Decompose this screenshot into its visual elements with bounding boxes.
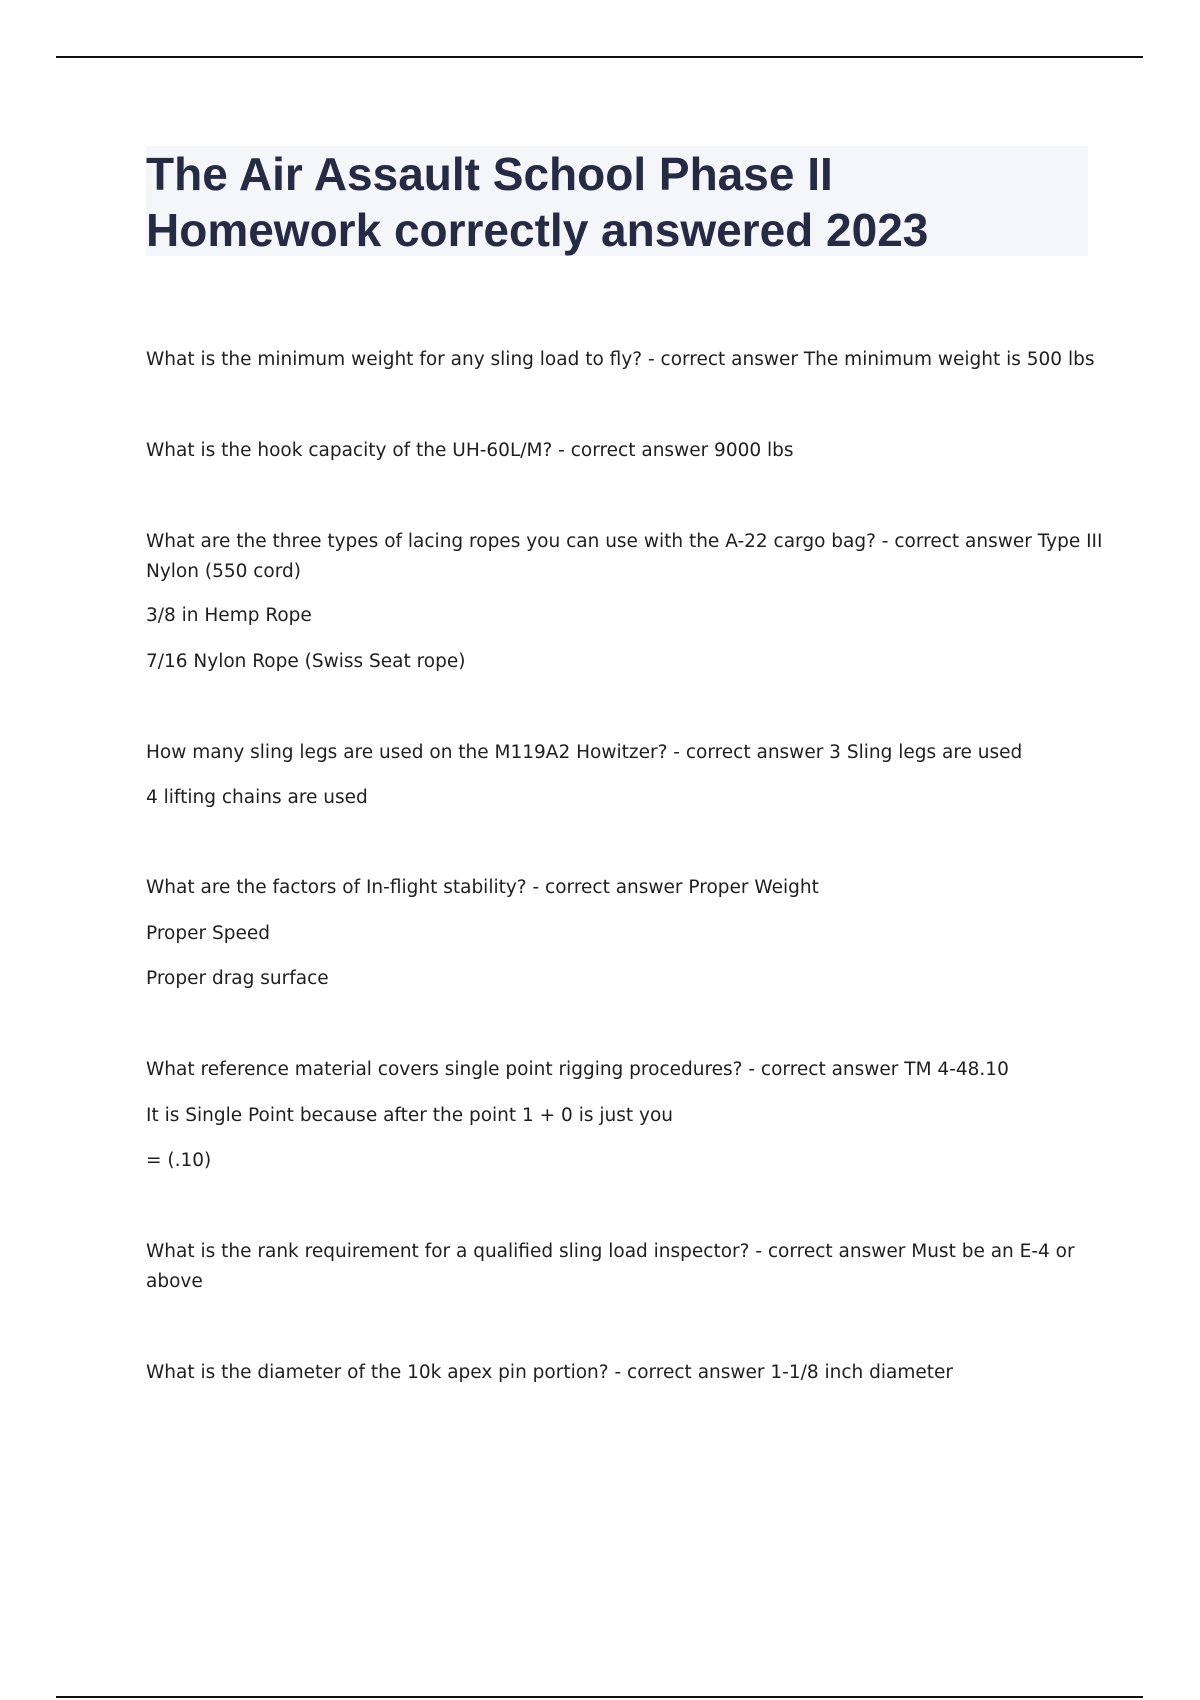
qa-4-question: How many sling legs are used on the M119A2 Howitzer? - correct answer 3 Sling legs are used (146, 742, 1023, 763)
top-rule (56, 56, 1143, 58)
title-line-2: Homework correctly answered 2023 (146, 204, 929, 256)
qa-6-answer-line: It is Single Point because after the point 1 + 0 is just you (146, 1105, 673, 1126)
qa-7-question: What is the rank requirement for a qualified sling load inspector? - correct answer Must be an E-4 or (146, 1241, 1075, 1262)
qa-6-question: What reference material covers single point rigging procedures? - correct answer TM 4-48.10 (146, 1059, 1009, 1080)
qa-3-answer-line: 7/16 Nylon Rope (Swiss Seat rope) (146, 651, 466, 672)
qa-3-answer-line: 3/8 in Hemp Rope (146, 605, 312, 626)
qa-8-question: What is the diameter of the 10k apex pin portion? - correct answer 1-1/8 inch diameter (146, 1362, 953, 1383)
bottom-rule (56, 1696, 1143, 1698)
title-block (146, 146, 1088, 256)
qa-2-question: What is the hook capacity of the UH-60L/M? - correct answer 9000 lbs (146, 440, 794, 461)
qa-4-answer-line: 4 lifting chains are used (146, 787, 368, 808)
qa-3-answer-cont: Nylon (550 cord) (146, 561, 301, 582)
qa-1-question: What is the minimum weight for any sling load to fly? - correct answer The minimum weight is 500 lbs (146, 349, 1095, 370)
qa-6-answer-line: = (.10) (146, 1150, 212, 1171)
qa-5-answer-line: Proper drag surface (146, 968, 329, 989)
title-line-1: The Air Assault School Phase II (146, 148, 833, 200)
qa-5-question: What are the factors of In-flight stability? - correct answer Proper Weight (146, 877, 819, 898)
qa-7-answer-cont: above (146, 1271, 203, 1292)
qa-5-answer-line: Proper Speed (146, 923, 270, 944)
qa-3-question: What are the three types of lacing ropes you can use with the A-22 cargo bag? - correct answer Type III (146, 531, 1103, 552)
